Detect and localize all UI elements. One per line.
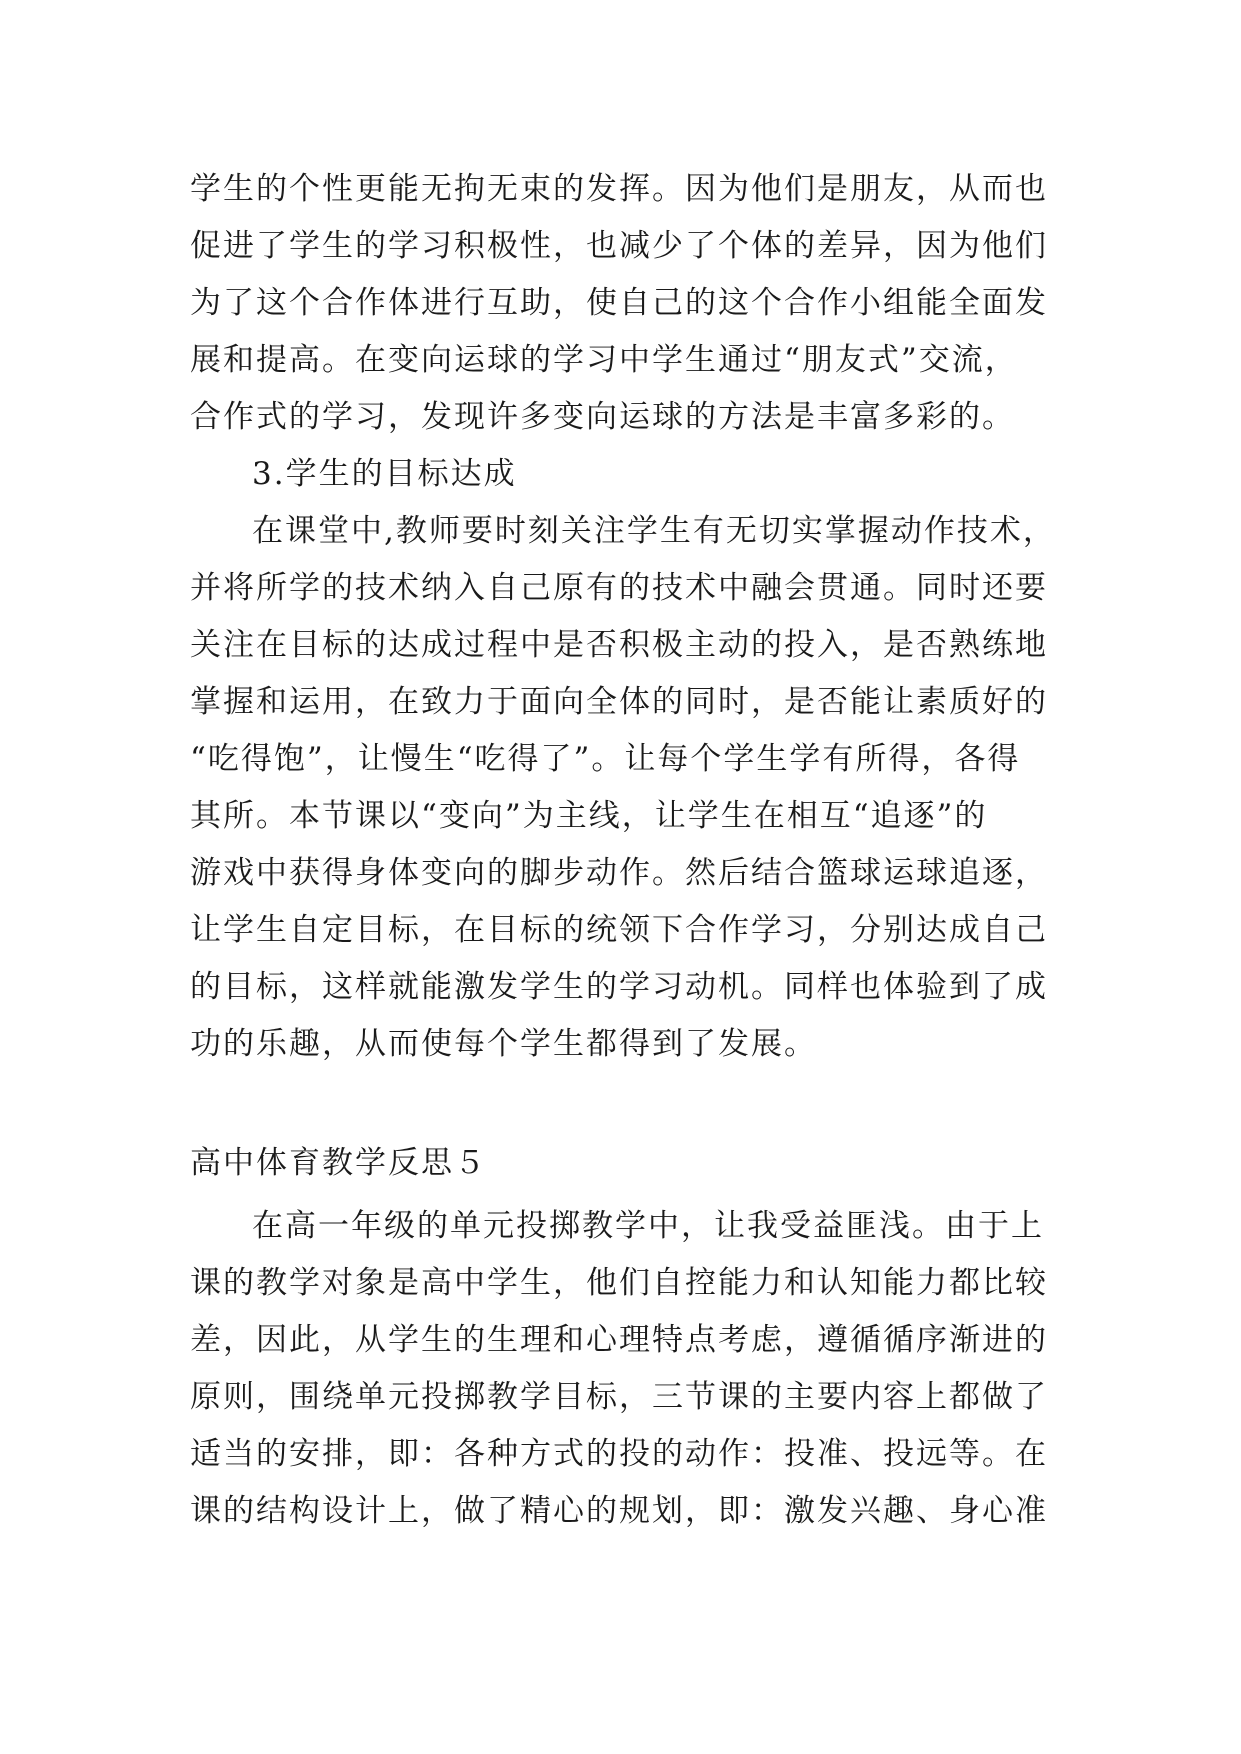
text-line: 关注在目标的达成过程中是否积极主动的投入，是否熟练地 bbox=[190, 627, 1048, 663]
text-line: 差，因此，从学生的生理和心理特点考虑，遵循循序渐进的 bbox=[190, 1322, 1048, 1358]
text-line: “吃得饱”，让慢生“吃得了”。让每个学生学有所得，各得 bbox=[190, 741, 1021, 777]
text-line: 展和提高。在变向运球的学习中学生通过“朋友式”交流， bbox=[190, 342, 1018, 378]
text-line: 让学生自定目标，在目标的统领下合作学习，分别达成自己 bbox=[190, 912, 1048, 948]
text-line: 原则，围绕单元投掷教学目标，三节课的主要内容上都做了 bbox=[190, 1379, 1048, 1415]
text-line: 其所。本节课以“变向”为主线，让学生在相互“追逐”的 bbox=[190, 798, 988, 834]
text-line: 学生的个性更能无拘无束的发挥。因为他们是朋友，从而也 bbox=[190, 171, 1048, 207]
text-line: 合作式的学习，发现许多变向运球的方法是丰富多彩的。 bbox=[190, 399, 1015, 435]
text-line: 在高一年级的单元投掷教学中，让我受益匪浅。由于上 bbox=[252, 1208, 1044, 1244]
text-line: 课的教学对象是高中学生，他们自控能力和认知能力都比较 bbox=[190, 1265, 1048, 1301]
text-line: 的目标，这样就能激发学生的学习动机。同样也体验到了成 bbox=[190, 969, 1048, 1005]
text-line: 游戏中获得身体变向的脚步动作。然后结合篮球运球追逐， bbox=[190, 855, 1048, 891]
subheading: 3.学生的目标达成 bbox=[252, 456, 517, 492]
text-line: 课的结构设计上，做了精心的规划，即：激发兴趣、身心准 bbox=[190, 1493, 1048, 1529]
section-title: 高中体育教学反思５ bbox=[190, 1145, 487, 1181]
text-line: 掌握和运用，在致力于面向全体的同时，是否能让素质好的 bbox=[190, 684, 1048, 720]
text-line: 功的乐趣，从而使每个学生都得到了发展。 bbox=[190, 1026, 817, 1062]
text-line: 并将所学的技术纳入自己原有的技术中融会贯通。同时还要 bbox=[190, 570, 1048, 606]
text-line: 促进了学生的学习积极性，也减少了个体的差异，因为他们 bbox=[190, 228, 1048, 264]
text-line: 为了这个合作体进行互助，使自己的这个合作小组能全面发 bbox=[190, 285, 1048, 321]
text-line: 在课堂中,教师要时刻关注学生有无切实掌握动作技术， bbox=[252, 513, 1056, 549]
text-line: 适当的安排，即：各种方式的投的动作：投准、投远等。在 bbox=[190, 1436, 1048, 1472]
